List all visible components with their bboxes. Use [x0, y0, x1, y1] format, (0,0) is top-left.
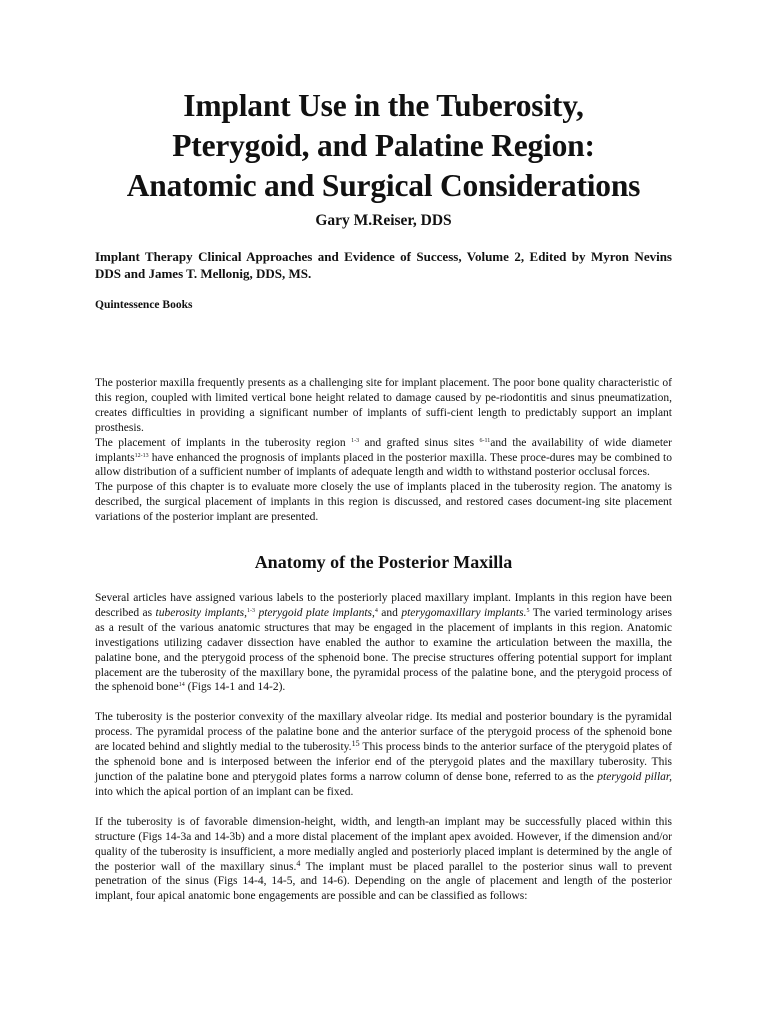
- author-name: Gary M.Reiser, DDS: [315, 212, 452, 229]
- intro-paragraph-2: The placement of implants in the tuberosity region $^{1-3}$ and grafted sinus sites $^{6-11}$and the availability of wide diameter implants$^{12-13}$ have enhanced the prognosis of implants placed in the posterior maxilla. These proce-dures may be combined to allow distribution of a sufficient number of implants of adequate length and width to withstand posterior occlusal forces.: [95, 436, 672, 479]
- section-heading: Anatomy of the Posterior Maxilla: [254, 552, 513, 572]
- citation-ref: 14: [178, 682, 185, 689]
- publisher-name: Quintessence Books: [95, 299, 193, 311]
- title-line-1: Implant Use in the Tuberosity,: [183, 88, 584, 123]
- citation-ref: 4: [296, 858, 301, 868]
- citation-ref: 1-3: [247, 607, 256, 614]
- title-line-3: Anatomic and Surgical Considerations: [126, 168, 641, 203]
- body-paragraph-2: The tuberosity is the posterior convexity of the maxillary alveolar ridge. Its medial and posterior boundary is the pyramidal process. The pyramidal process of the palatine bone and the anterior surface of the pterygoid process of the sphenoid bone are located behind and slightly medial to the tuberosity.$^{15}$ This process binds to the anterior surface of the pterygoid plates of the sphenoid bone and is interposed between the inferior end of the pterygoid plates and the maxillary tuberosity. This junction of the palatine bone and pterygoid plates forms a narrow column of dense bone, referred to as the pterygoid pillar, into which the apical portion of an implant can be fixed.: [95, 711, 673, 798]
- intro-paragraph-1: The posterior maxilla frequently presents as a challenging site for implant placement. The poor bone quality characteristic of this region, coupled with limited vertical bone height related to damage caused by pe-riodontitis and sinus pneumatization, creates difficulties in providing a significant number of implants of suffi-cient length to predictably support an implant prosthesis.: [95, 377, 672, 434]
- introduction: [95, 376, 672, 525]
- document-title: [95, 86, 672, 206]
- section-body: [95, 591, 672, 919]
- source-citation: Implant Therapy Clinical Approaches and Evidence of Success, Volume 2, Edited by Myron Nevins DDS and James T. Mellonig, DDS, MS.: [95, 249, 672, 281]
- citation-ref: 12-13: [134, 452, 149, 459]
- intro-paragraph-3: The purpose of this chapter is to evaluate more closely the use of implants placed in the tuberosity region. The anatomy is described, the surgical placement of implants in this region is discussed, and restored cases document-ing site placement variations of the posterior implant are presented.: [95, 481, 672, 524]
- citation-ref: 6-11: [479, 437, 491, 444]
- title-line-2: Pterygoid, and Palatine Region:: [172, 128, 595, 163]
- body-paragraph-3: If the tuberosity is of favorable dimension-height, width, and length-an implant may be successfully placed within this structure (Figs 14-3a and 14-3b) and a more distal placement of the implant apex avoided. However, if the dimension and/or quality of the tuberosity is insufficient, a more medially angled and posteriorly placed implant is determined by the angle of the posterior wall of the maxillary sinus.$^4$ The implant must be placed parallel to the posterior sinus wall to prevent penetration of the sinus (Figs 14-4, 14-5, and 14-6). Depending on the angle of placement and length of the posterior implant, four apical anatomic bone engagements are possible and can be classified as follows:: [95, 815, 672, 903]
- body-paragraph-1: Several articles have assigned various labels to the posteriorly placed maxillary implant. Implants in this region have been described as tuberosity implants,$^{1-3}$ pterygoid plate implants,$^4$ and pterygomaxillary implants.$^5$ The varied terminology arises as a result of the various anatomic structures that may be engaged in the placement of implants in this region. Anatomic investigations utilizing cadaver dissection have enabled the author to examine the articulation between the maxilla, the palatine bone, and the pterygoid process of the sphenoid bone. The precise structures offering potential support for implant placement are the tuberosity of the maxillary bone, the pyramidal process of the palatine bone, and the pterygoid process of the sphenoid bone$^{14}$ (Figs 14-1 and 14-2).: [95, 592, 672, 694]
- citation-ref: 15: [351, 739, 360, 749]
- citation-ref: 5: [526, 607, 530, 614]
- citation-ref: 4: [374, 607, 378, 614]
- citation-ref: 1-3: [351, 437, 360, 444]
